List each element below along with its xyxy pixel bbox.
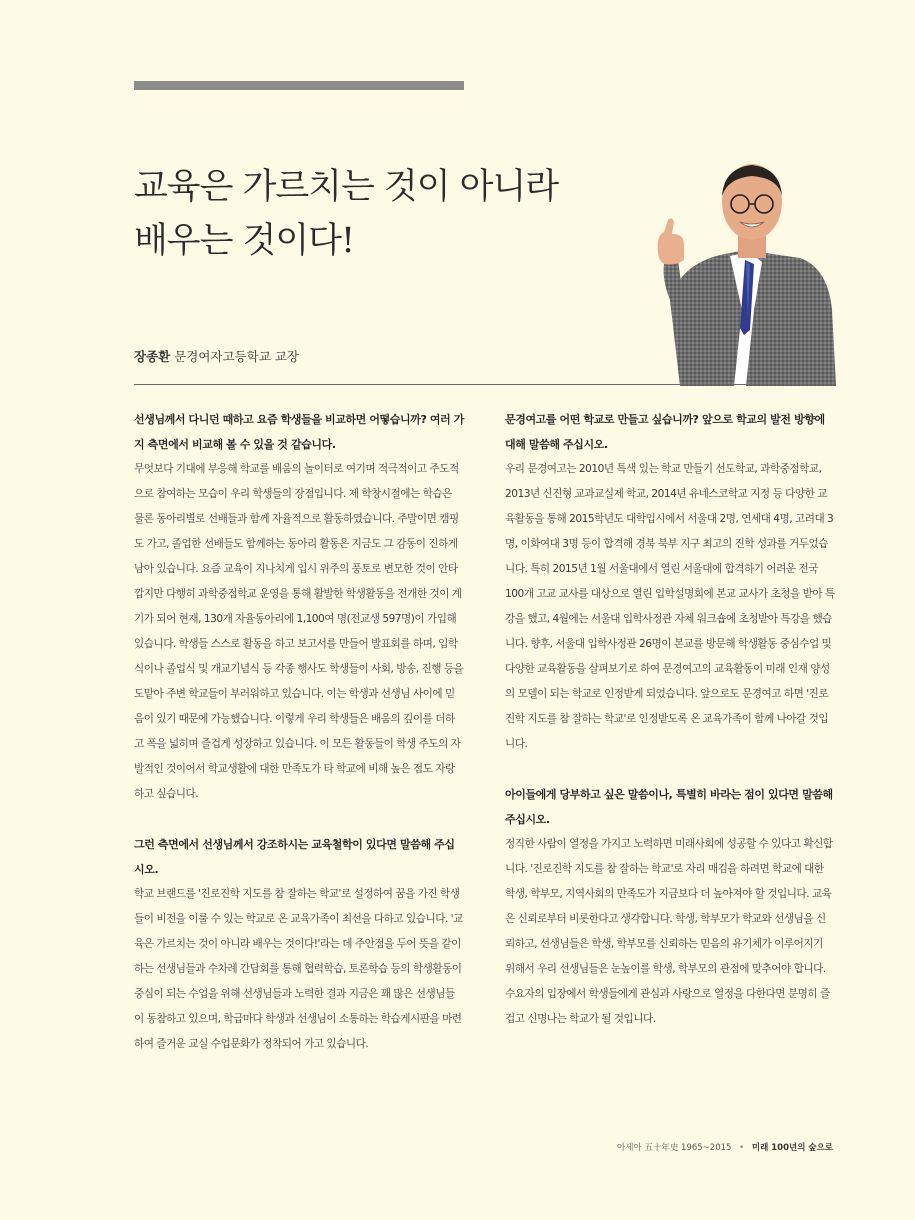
question-2: 그런 측면에서 선생님께서 강조하시는 교육철학이 있다면 말씀해 주십시오. <box>134 838 455 876</box>
answer-3: 우리 문경여고는 2010년 특색 있는 학교 만들기 선도학교, 과학중점학교, 2013년 신진형 교과교실제 학교, 2014년 유네스코학교 지정 등 다양한 교육활동을 통해 2015학년도 대학입시에서 서울대 2명, 연세대 4명, 고려대 3명, 이화여대 3명 등이 합격해 경북 북부 지구 최고의 진학 성과를 거두었습니다. 특히 2015년 1월 서울대에서 열린 서울대에 합격하기 어려운 전국 100개 고교 교사를 대상으로 열린 입학설명회에 본교 교사가 초청을 받아 특강을 했고, 4월에는 서울대 입학사정관 자체 워크숍에 초청받아 특강을 했습니다. 향후, 서울대 입학사정관 26명이 본교를 방문해 학생활동 중심수업 및 다양한 교육활동을 살펴보기로 하여 문경여고의 교육활동이 미래 인재 양성의 모델이 되는 학교로 인정받게 되었습니다. 앞으로도 문경여고 하면 '진로진학 지도를 참 잘하는 학교'로 인정받도록 온 교육가족이 함께 나아갈 것입니다. <box>505 463 835 750</box>
question-1: 선생님께서 다니던 때하고 요즘 학생들을 비교하면 어떻습니까? 여러 가지 측면에서 비교해 볼 수 있을 것 같습니다. <box>134 413 464 451</box>
answer-2: 학교 브랜드를 '진로진학 지도를 참 잘하는 학교'로 설정하여 꿈을 가진 학생들이 비전을 이룰 수 있는 학교로 온 교육가족이 최선을 다하고 있습니다. '교육은 가르치는 것이 아니라 배우는 것이다!'라는 데 주안점을 두어 뜻을 같이하는 선생님들과 수차례 간담회를 통해 협력학습, 토론학습 등의 학생활동이 중심이 되는 수업을 위해 선생님들과 노력한 결과 지금은 꽤 많은 선생님들이 동참하고 있으며, 학급마다 학생과 선생님이 소통하는 학습게시판을 마련하여 즐거운 교실 수업문화가 정착되어 가고 있습니다. <box>134 888 463 1050</box>
answer-1: 무엇보다 기대에 부응해 학교를 배움의 놀이터로 여기며 적극적이고 주도적으로 참여하는 모습이 우리 학생들의 장점입니다. 제 학창시절에는 학습은 물론 동아리별로 선배들과 함께 자율적으로 활동하였습니다. 주말이면 캠핑도 가고, 졸업한 선배들도 함께하는 동아리 활동은 지금도 그 감동이 진하게 남아 있습니다. 요즘 교육이 지나치게 입시 위주의 풍토로 변모한 것이 안타깝지만 다행히 과학중점학교 운영을 통해 활발한 학생활동을 전개한 것이 계기가 되어 현재, 130개 자율동아리에 1,100여 명(전교생 597명)이 가입해 있습니다. 학생들 스스로 활동을 하고 보고서를 만들어 발표회를 하며, 입학식이나 졸업식 및 개교기념식 등 각종 행사도 학생들이 사회, 방송, 진행 등을 도맡아 주변 학교들이 부러워하고 있습니다. 이는 학생과 선생님 사이에 믿음이 있기 때문에 가능했습니다. 이렇게 우리 학생들은 배움의 깊이를 더하고 폭을 넓히며 즐겁게 성장하고 있습니다. 이 모든 활동들이 학생 주도의 자발적인 것이어서 학교생활에 대한 만족도가 타 학교에 비해 높은 점도 자랑하고 싶습니다. <box>134 463 464 800</box>
right-column <box>505 407 835 1057</box>
answer-4: 정직한 사람이 열정을 가지고 노력하면 미래사회에 성공할 수 있다고 확신합니다. '진로진학 지도를 참 잘하는 학교'로 자리 매김을 하려면 학교에 대한 학생, 학부모, 지역사회의 만족도가 지금보다 더 높아져야 할 것입니다. 교육은 신뢰로부터 비롯한다고 생각합니다. 학생, 학부모가 학교와 선생님을 신뢰하고, 선생님들은 학생, 학부모를 신뢰하는 믿음의 유기체가 이루어지기 위해서 우리 선생님들은 눈높이를 학생, 학부모의 관점에 맞추어야 합니다. 수요자의 입장에서 학생들에게 관심과 사랑으로 열정을 다한다면 분명히 즐겁고 신명나는 학교가 될 것입니다. <box>505 838 833 1025</box>
question-3: 문경여고를 어떤 학교로 만들고 싶습니까? 앞으로 학교의 발전 방향에 대해 말씀해 주십시오. <box>505 413 825 451</box>
footer-book-title: 아세아 五十年史 1965~2015 <box>617 1143 732 1153</box>
decorative-top-bar <box>134 81 464 90</box>
author-name: 장종환 <box>134 349 171 364</box>
footer-section-title: 미래 100년의 숲으로 <box>751 1143 833 1153</box>
title-line-1: 교육은 가르치는 것이 아니라 <box>134 167 559 207</box>
header-divider <box>134 384 834 385</box>
title-line-2: 배우는 것이다! <box>134 221 355 261</box>
page-footer <box>617 1141 833 1153</box>
question-4: 아이들에게 당부하고 싶은 말씀이나, 특별히 바라는 점이 있다면 말씀해 주십시오. <box>505 788 833 826</box>
author-role: 문경여자고등학교 교장 <box>174 349 299 364</box>
left-column <box>134 407 464 1082</box>
author-byline <box>134 347 299 365</box>
principal-portrait <box>650 160 840 386</box>
footer-separator: • <box>739 1143 745 1153</box>
page-title <box>134 160 604 268</box>
